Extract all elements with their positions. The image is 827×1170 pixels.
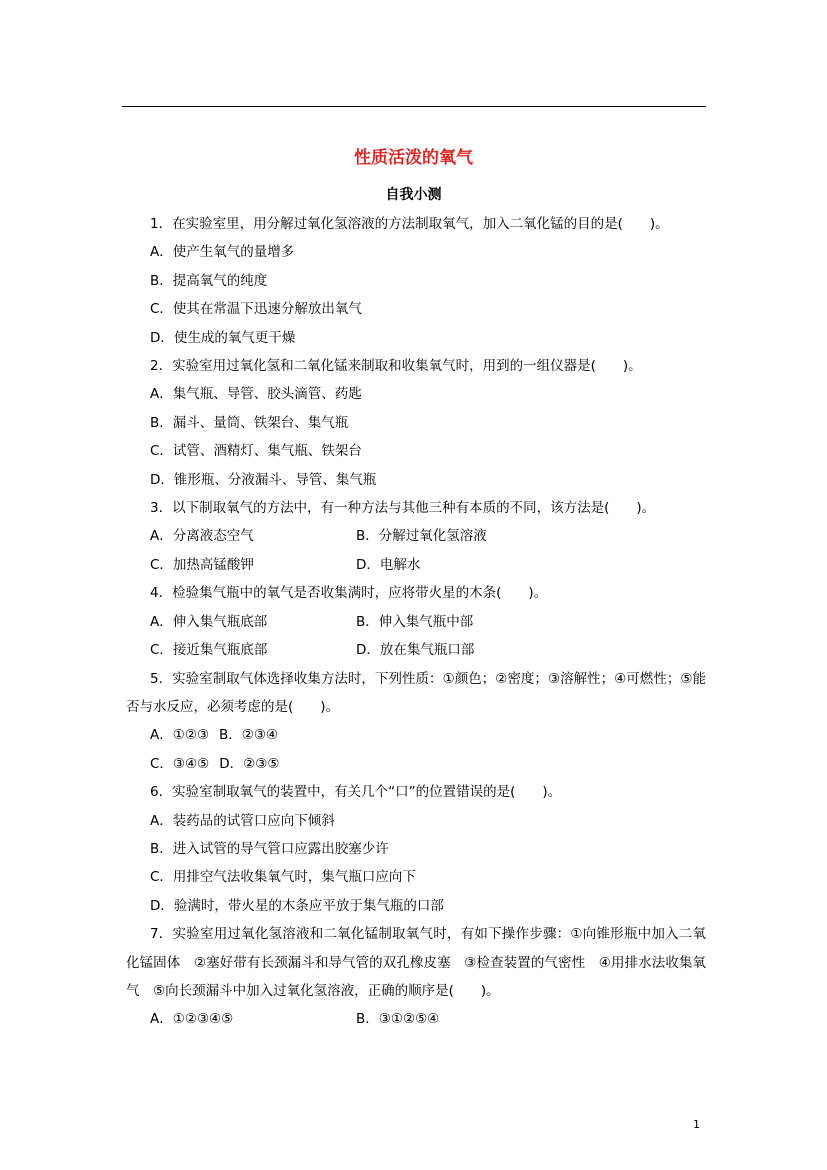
- option: C．加热高锰酸钾: [150, 556, 254, 573]
- page-number: 1: [693, 1118, 700, 1131]
- option: D．使生成的氧气更干燥: [150, 329, 296, 346]
- header-rule: [122, 106, 706, 107]
- option-row: [126, 608, 706, 636]
- option: B．分解过氧化氢溶液: [356, 528, 487, 545]
- option: B．伸入集气瓶中部: [356, 613, 474, 630]
- question-stem: 7．实验室用过氧化氢溶液和二氧化锰制取氧气时，有如下操作步骤：①向锥形瓶中加入二氧化锰固体 ②塞好带有长颈漏斗和导气管的双孔橡皮塞 ③检查装置的气密性 ④用排水法收集氧气 ⑤向长颈漏斗中加入过氧化氢溶液，正确的顺序是( )。: [126, 926, 706, 999]
- option-row: [126, 551, 706, 579]
- option: A．分离液态空气: [150, 528, 254, 545]
- question-list: [126, 210, 706, 1034]
- option: A．使产生氧气的量增多: [150, 244, 295, 261]
- option: A．伸入集气瓶底部: [150, 613, 268, 630]
- option: D．验满时，带火星的木条应平放于集气瓶的口部: [150, 897, 444, 914]
- question-stem: 4．检验集气瓶中的氧气是否收集满时，应将带火星的木条( )。: [150, 585, 548, 602]
- option: A．①②③④⑤: [150, 1011, 234, 1028]
- option: C．③④⑤: [150, 755, 210, 772]
- option: B．提高氧气的纯度: [150, 272, 268, 289]
- option-row: [126, 721, 706, 749]
- question-stem: 6．实验室制取氧气的装置中，有关几个“口”的位置错误的是( )。: [150, 784, 562, 801]
- option: A．①②③: [150, 727, 210, 744]
- option-row: [126, 750, 706, 778]
- option: B．②③④: [219, 727, 279, 744]
- option-row: [126, 522, 706, 550]
- question-stem: 2．实验室用过氧化氢和二氧化锰来制取和收集氧气时，用到的一组仪器是( )。: [150, 358, 642, 375]
- option: D．②③⑤: [219, 755, 280, 772]
- option: B．漏斗、量筒、铁架台、集气瓶: [150, 414, 349, 431]
- option: D．放在集气瓶口部: [356, 642, 475, 659]
- question-stem: 1．在实验室里，用分解过氧化氢溶液的方法制取氧气，加入二氧化锰的目的是( )。: [150, 216, 669, 232]
- option: A．装药品的试管口应向下倾斜: [150, 812, 335, 829]
- option: A．集气瓶、导管、胶头滴管、药匙: [150, 386, 362, 403]
- question-stem: 3．以下制取氧气的方法中，有一种方法与其他三种有本质的不同，该方法是( )。: [150, 500, 656, 517]
- option: B．进入试管的导气管口应露出胶塞少许: [150, 840, 389, 857]
- option: C．试管、酒精灯、集气瓶、铁架台: [150, 443, 362, 460]
- option: D．电解水: [356, 556, 421, 573]
- section-subtitle: 自我小测: [385, 187, 442, 203]
- option: C．使其在常温下迅速分解放出氧气: [150, 301, 362, 318]
- option: C．接近集气瓶底部: [150, 642, 268, 659]
- option: D．锥形瓶、分液漏斗、导管、集气瓶: [150, 471, 377, 488]
- option: B．③①②⑤④: [356, 1011, 440, 1028]
- option: C．用排空气法收集氧气时，集气瓶口应向下: [150, 869, 416, 886]
- question-stem: 5．实验室制取气体选择收集方法时，下列性质：①颜色；②密度；③溶解性；④可燃性；⑤能否与水反应，必须考虑的是( )。: [126, 670, 706, 715]
- option-row: [126, 636, 706, 664]
- option-row: [126, 1005, 706, 1033]
- page-title: 性质活泼的氧气: [354, 148, 473, 168]
